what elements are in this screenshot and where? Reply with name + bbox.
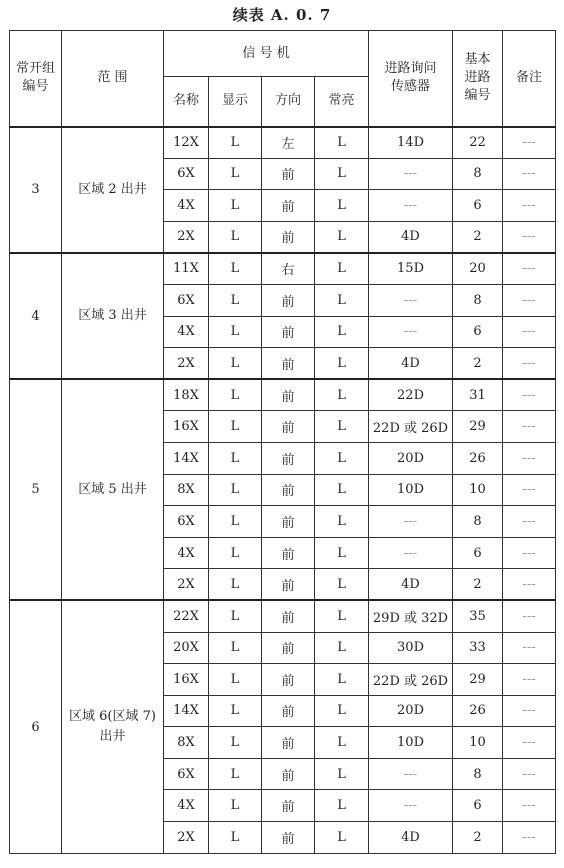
- remark-cell: ---: [503, 758, 556, 790]
- name-cell: 8X: [164, 727, 209, 759]
- on-cell: L: [315, 632, 369, 664]
- range-cell: 区域 3 出井: [62, 253, 164, 379]
- remark-cell: ---: [503, 348, 556, 380]
- display-cell: L: [209, 158, 262, 190]
- on-cell: L: [315, 348, 369, 380]
- remark-cell: ---: [503, 411, 556, 443]
- table-row: [10, 253, 556, 285]
- table-row: [10, 600, 556, 632]
- display-cell: L: [209, 411, 262, 443]
- direction-cell: 右: [262, 253, 315, 285]
- display-cell: L: [209, 822, 262, 854]
- sensor-cell: 20D: [369, 442, 453, 474]
- range-cell: 区域 6(区域 7) 出井: [62, 600, 164, 853]
- direction-cell: 前: [262, 632, 315, 664]
- sensor-cell: ---: [369, 506, 453, 538]
- direction-cell: 前: [262, 316, 315, 348]
- route-cell: 6: [453, 790, 503, 822]
- sensor-cell: 10D: [369, 474, 453, 506]
- name-cell: 8X: [164, 474, 209, 506]
- route-cell: 31: [453, 379, 503, 411]
- on-cell: L: [315, 664, 369, 696]
- route-cell: 8: [453, 284, 503, 316]
- route-cell: 33: [453, 632, 503, 664]
- on-cell: L: [315, 253, 369, 285]
- name-cell: 12X: [164, 127, 209, 159]
- sensor-cell: 4D: [369, 822, 453, 854]
- remark-cell: ---: [503, 158, 556, 190]
- route-cell: 29: [453, 411, 503, 443]
- route-cell: 26: [453, 442, 503, 474]
- direction-cell: 前: [262, 695, 315, 727]
- route-cell: 35: [453, 600, 503, 632]
- remark-cell: ---: [503, 664, 556, 696]
- table-title: 续表 A. 0. 7: [232, 6, 332, 24]
- name-cell: 14X: [164, 442, 209, 474]
- display-cell: L: [209, 758, 262, 790]
- on-cell: L: [315, 316, 369, 348]
- sensor-cell: ---: [369, 316, 453, 348]
- display-cell: L: [209, 569, 262, 601]
- route-cell: 6: [453, 316, 503, 348]
- direction-cell: 前: [262, 506, 315, 538]
- display-cell: L: [209, 284, 262, 316]
- on-cell: L: [315, 411, 369, 443]
- display-cell: L: [209, 221, 262, 253]
- display-cell: L: [209, 190, 262, 222]
- sensor-cell: 22D 或 26D: [369, 664, 453, 696]
- name-cell: 6X: [164, 158, 209, 190]
- on-cell: L: [315, 758, 369, 790]
- remark-cell: ---: [503, 790, 556, 822]
- on-cell: L: [315, 474, 369, 506]
- route-cell: 8: [453, 506, 503, 538]
- name-cell: 20X: [164, 632, 209, 664]
- display-cell: L: [209, 379, 262, 411]
- name-cell: 18X: [164, 379, 209, 411]
- route-cell: 6: [453, 190, 503, 222]
- sensor-cell: ---: [369, 758, 453, 790]
- display-cell: L: [209, 537, 262, 569]
- sensor-cell: ---: [369, 190, 453, 222]
- header-route-no: 基本 进路 编号: [453, 31, 503, 127]
- name-cell: 14X: [164, 695, 209, 727]
- remark-cell: ---: [503, 442, 556, 474]
- on-cell: L: [315, 221, 369, 253]
- name-cell: 11X: [164, 253, 209, 285]
- display-cell: L: [209, 790, 262, 822]
- signal-table: [9, 30, 556, 854]
- header-display: 显示: [209, 77, 262, 127]
- name-cell: 6X: [164, 284, 209, 316]
- sensor-cell: 22D: [369, 379, 453, 411]
- on-cell: L: [315, 790, 369, 822]
- display-cell: L: [209, 727, 262, 759]
- group-no-cell: 5: [10, 379, 62, 600]
- direction-cell: 前: [262, 822, 315, 854]
- name-cell: 22X: [164, 600, 209, 632]
- on-cell: L: [315, 569, 369, 601]
- table-row: [10, 379, 556, 411]
- direction-cell: 前: [262, 158, 315, 190]
- name-cell: 16X: [164, 664, 209, 696]
- direction-cell: 前: [262, 664, 315, 696]
- sensor-cell: 22D 或 26D: [369, 411, 453, 443]
- remark-cell: ---: [503, 253, 556, 285]
- remark-cell: ---: [503, 537, 556, 569]
- name-cell: 4X: [164, 190, 209, 222]
- name-cell: 16X: [164, 411, 209, 443]
- sensor-cell: 14D: [369, 127, 453, 159]
- direction-cell: 左: [262, 127, 315, 159]
- on-cell: L: [315, 379, 369, 411]
- remark-cell: ---: [503, 695, 556, 727]
- remark-cell: ---: [503, 190, 556, 222]
- remark-cell: ---: [503, 569, 556, 601]
- direction-cell: 前: [262, 569, 315, 601]
- remark-cell: ---: [503, 600, 556, 632]
- sensor-cell: 4D: [369, 569, 453, 601]
- on-cell: L: [315, 158, 369, 190]
- display-cell: L: [209, 632, 262, 664]
- range-cell: 区域 2 出井: [62, 127, 164, 253]
- name-cell: 4X: [164, 537, 209, 569]
- remark-cell: ---: [503, 632, 556, 664]
- remark-cell: ---: [503, 822, 556, 854]
- name-cell: 6X: [164, 758, 209, 790]
- name-cell: 4X: [164, 316, 209, 348]
- range-cell: 区域 5 出井: [62, 379, 164, 600]
- sensor-cell: 29D 或 32D: [369, 600, 453, 632]
- route-cell: 2: [453, 221, 503, 253]
- route-cell: 2: [453, 822, 503, 854]
- direction-cell: 前: [262, 379, 315, 411]
- display-cell: L: [209, 600, 262, 632]
- on-cell: L: [315, 537, 369, 569]
- sensor-cell: 4D: [369, 221, 453, 253]
- table-body: [10, 127, 556, 854]
- sensor-cell: 4D: [369, 348, 453, 380]
- name-cell: 2X: [164, 822, 209, 854]
- route-cell: 8: [453, 158, 503, 190]
- header-group-no: 常开组 编号: [10, 31, 62, 127]
- direction-cell: 前: [262, 348, 315, 380]
- route-cell: 20: [453, 253, 503, 285]
- header-sensor: 进路询问 传感器: [369, 31, 453, 127]
- display-cell: L: [209, 253, 262, 285]
- display-cell: L: [209, 506, 262, 538]
- display-cell: L: [209, 664, 262, 696]
- direction-cell: 前: [262, 600, 315, 632]
- route-cell: 8: [453, 758, 503, 790]
- on-cell: L: [315, 600, 369, 632]
- remark-cell: ---: [503, 221, 556, 253]
- route-cell: 22: [453, 127, 503, 159]
- header-signal: 信 号 机: [164, 31, 369, 77]
- direction-cell: 前: [262, 758, 315, 790]
- direction-cell: 前: [262, 442, 315, 474]
- header-always-on: 常亮: [315, 77, 369, 127]
- remark-cell: ---: [503, 284, 556, 316]
- display-cell: L: [209, 127, 262, 159]
- on-cell: L: [315, 190, 369, 222]
- remark-cell: ---: [503, 727, 556, 759]
- sensor-cell: 10D: [369, 727, 453, 759]
- group-no-cell: 6: [10, 600, 62, 853]
- direction-cell: 前: [262, 411, 315, 443]
- route-cell: 29: [453, 664, 503, 696]
- direction-cell: 前: [262, 221, 315, 253]
- header-remark: 备注: [503, 31, 556, 127]
- direction-cell: 前: [262, 190, 315, 222]
- remark-cell: ---: [503, 379, 556, 411]
- remark-cell: ---: [503, 474, 556, 506]
- remark-cell: ---: [503, 127, 556, 159]
- route-cell: 6: [453, 537, 503, 569]
- on-cell: L: [315, 695, 369, 727]
- sensor-cell: ---: [369, 158, 453, 190]
- on-cell: L: [315, 284, 369, 316]
- sensor-cell: ---: [369, 790, 453, 822]
- name-cell: 4X: [164, 790, 209, 822]
- display-cell: L: [209, 316, 262, 348]
- direction-cell: 前: [262, 474, 315, 506]
- name-cell: 2X: [164, 348, 209, 380]
- on-cell: L: [315, 506, 369, 538]
- on-cell: L: [315, 822, 369, 854]
- direction-cell: 前: [262, 727, 315, 759]
- name-cell: 2X: [164, 569, 209, 601]
- route-cell: 2: [453, 348, 503, 380]
- header-direction: 方向: [262, 77, 315, 127]
- display-cell: L: [209, 348, 262, 380]
- route-cell: 2: [453, 569, 503, 601]
- sensor-cell: ---: [369, 284, 453, 316]
- direction-cell: 前: [262, 284, 315, 316]
- remark-cell: ---: [503, 506, 556, 538]
- on-cell: L: [315, 127, 369, 159]
- name-cell: 2X: [164, 221, 209, 253]
- route-cell: 26: [453, 695, 503, 727]
- group-no-cell: 3: [10, 127, 62, 253]
- remark-cell: ---: [503, 316, 556, 348]
- header-name: 名称: [164, 77, 209, 127]
- sensor-cell: ---: [369, 537, 453, 569]
- group-no-cell: 4: [10, 253, 62, 379]
- sensor-cell: 20D: [369, 695, 453, 727]
- sensor-cell: 30D: [369, 632, 453, 664]
- route-cell: 10: [453, 474, 503, 506]
- name-cell: 6X: [164, 506, 209, 538]
- direction-cell: 前: [262, 537, 315, 569]
- route-cell: 10: [453, 727, 503, 759]
- display-cell: L: [209, 695, 262, 727]
- display-cell: L: [209, 442, 262, 474]
- sensor-cell: 15D: [369, 253, 453, 285]
- on-cell: L: [315, 727, 369, 759]
- display-cell: L: [209, 474, 262, 506]
- table-row: [10, 127, 556, 159]
- header-range: 范 围: [62, 31, 164, 127]
- on-cell: L: [315, 442, 369, 474]
- direction-cell: 前: [262, 790, 315, 822]
